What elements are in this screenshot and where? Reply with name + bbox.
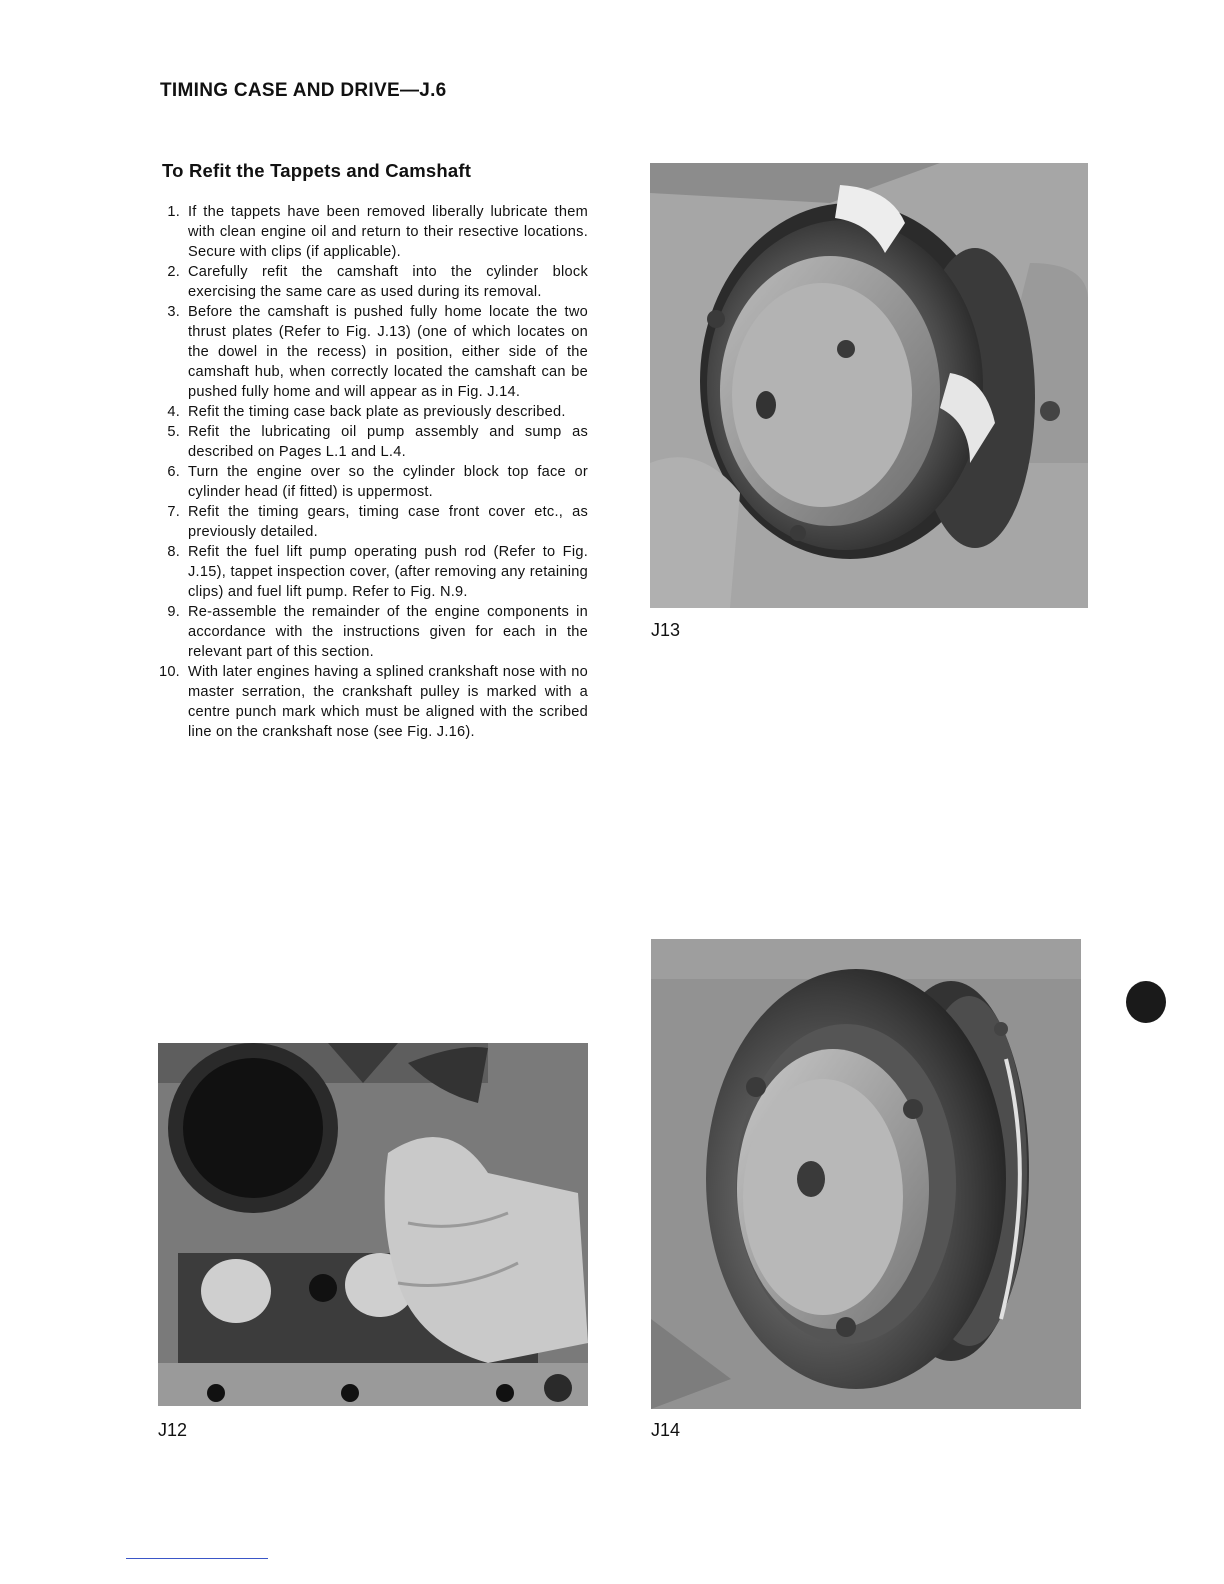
step-number: 3. <box>167 304 180 320</box>
step-text: If the tappets have been removed liberally lubricate them with clean engine oil and return to their resective locations. Secure with clips (if applicable). <box>188 204 588 260</box>
step-text: Carefully refit the camshaft into the cylinder block exercising the same care as used during its removal. <box>188 264 588 300</box>
step-item <box>158 202 588 262</box>
step-item <box>158 422 588 462</box>
step-item <box>158 462 588 502</box>
step-number: 9. <box>167 604 180 620</box>
step-text: Refit the timing case back plate as previously described. <box>188 404 566 420</box>
step-item <box>158 662 588 742</box>
step-text: Refit the lubricating oil pump assembly and sump as described on Pages L.1 and L.4. <box>188 424 588 460</box>
page-header-title: TIMING CASE AND DRIVE—J.6 <box>160 80 447 101</box>
step-item <box>158 602 588 662</box>
figure-j12-photo <box>158 1043 588 1406</box>
step-number: 1. <box>167 204 180 220</box>
section-title: To Refit the Tappets and Camshaft <box>162 160 472 181</box>
step-number: 2. <box>167 264 180 280</box>
step-number: 10. <box>158 664 180 680</box>
step-item <box>158 502 588 542</box>
step-text: With later engines having a splined crankshaft nose with no master serration, the crankshaft pulley is marked with a centre punch mark which must be aligned with the scribed line on the crankshaft nose (see Fig. J.16). <box>188 664 588 740</box>
refit-steps-list <box>158 202 588 742</box>
step-item <box>158 262 588 302</box>
step-item <box>158 302 588 402</box>
step-text: Turn the engine over so the cylinder block top face or cylinder head (if fitted) is uppermost. <box>188 464 588 500</box>
step-text: Refit the fuel lift pump operating push rod (Refer to Fig. J.15), tappet inspection cover, (after removing any retaining clips) and fuel lift pump. Refer to Fig. N.9. <box>188 544 588 600</box>
step-item <box>158 402 588 422</box>
figure-j12-caption: J12 <box>158 1420 188 1440</box>
step-text: Re-assemble the remainder of the engine components in accordance with the instructions given for each in the relevant part of this section. <box>188 604 588 660</box>
figure-j13-photo <box>650 163 1088 608</box>
figure-j14-caption: J14 <box>651 1420 681 1440</box>
step-number: 6. <box>167 464 180 480</box>
binder-punch-hole <box>1126 981 1166 1023</box>
figure-j13-caption: J13 <box>651 620 681 640</box>
step-text: Before the camshaft is pushed fully home locate the two thrust plates (Refer to Fig. J.13) (one of which locates on the dowel in the recess) in position, either side of the camshaft hub, when correctly located the camshaft can be pushed fully home and will appear as in Fig. J.14. <box>188 304 588 400</box>
figure-j14-photo <box>651 939 1081 1409</box>
step-number: 5. <box>167 424 180 440</box>
step-item <box>158 542 588 602</box>
step-number: 8. <box>167 544 180 560</box>
step-text: Refit the timing gears, timing case front cover etc., as previously detailed. <box>188 504 588 540</box>
footer-rule <box>126 1558 268 1559</box>
step-number: 7. <box>167 504 180 520</box>
step-number: 4. <box>167 404 180 420</box>
